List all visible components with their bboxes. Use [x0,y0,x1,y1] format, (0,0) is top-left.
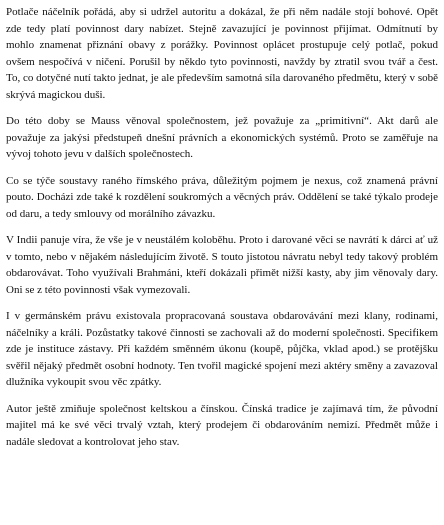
paragraph-text: I v germánském právu existovala propracovaná soustava obdarovávání mezi klany, rodinami, náčelníky a králi. Pozůstatky takové činnosti se zachovali až do moderní společnosti. Specifikem zde je instituce zástavy. Při každém směnném úkonu (koupě, půjčka, vklad apod.) se protějšku svěřil nějaký předmět osobní hodnoty. Ten tvořil magické spojení mezi aktéry směny a zavazoval dlužníka vykoupit svou věc zpátky. [6,310,441,388]
document-body [6,4,441,460]
paragraph-text: Autor ještě zmiňuje společnost keltskou a čínskou. Čínská tradice je zajímavá tím, že původní majitel má ke své věci trvalý vztah, který prodejem či obdarováním nemizí. Předmět může i nadále sledovat a kontrolovat jeho stav. [6,402,441,448]
paragraph-celtic-chinese [6,401,441,451]
paragraph-roman-law [6,173,441,223]
paragraph-germanic-law [6,308,441,391]
paragraph-text: V Indii panuje víra, že vše je v neustálém koloběhu. Proto i darované věci se navrátí k dárci ať už v tomto, nebo v nějakém následujícím životě. S touto jistotou návratu nebyl tedy takový problém obdarovávat. Toho využívali Brahmáni, kteří dokázali přimět nižší kasty, aby jim věnovaly dary. Oni se z této povinnosti však vymezovali. [6,234,441,296]
paragraph-text: Potlače náčelník pořádá, aby si udržel autoritu a dokázal, že při něm nadále stojí bohové. Opět zde tedy platí povinnost dary nabízet. Stejně zavazující je povinnost přijímat. Odmítnutí by mohlo znamenat přiznání obavy z porážky. Povinnost oplácet prostupuje celý potlač, pokud ovšem nespočívá v ničení. Porušil by někdo tyto povinnosti, navždy by ztratil svou tvář a čest. To, co dotyčné nutí takto jednat, je ale především samotná síla darovaného předmětu, který v sobě skrývá magickou duši. [6,6,441,101]
paragraph-text: Do této doby se Mauss věnoval společnostem, jež považuje za „primitivní“. Akt darů ale považuje za jakýsi předstupeň dnešní právních a ekonomických systémů. Proto se zaměřuje na vývoj tohoto jevu v dalších společnostech. [6,115,441,160]
paragraph-mauss [6,113,441,163]
paragraph-india [6,232,441,298]
paragraph-text: Co se týče soustavy raného římského práva, důležitým pojmem je nexus, což znamená právní pouto. Docházi zde také k rozdělení soukromých a věcných práv. Oddělení se také týkalo prodeje od daru, a tedy smlouvy od morálního závazku. [6,174,441,220]
paragraph-potlac [6,4,441,103]
